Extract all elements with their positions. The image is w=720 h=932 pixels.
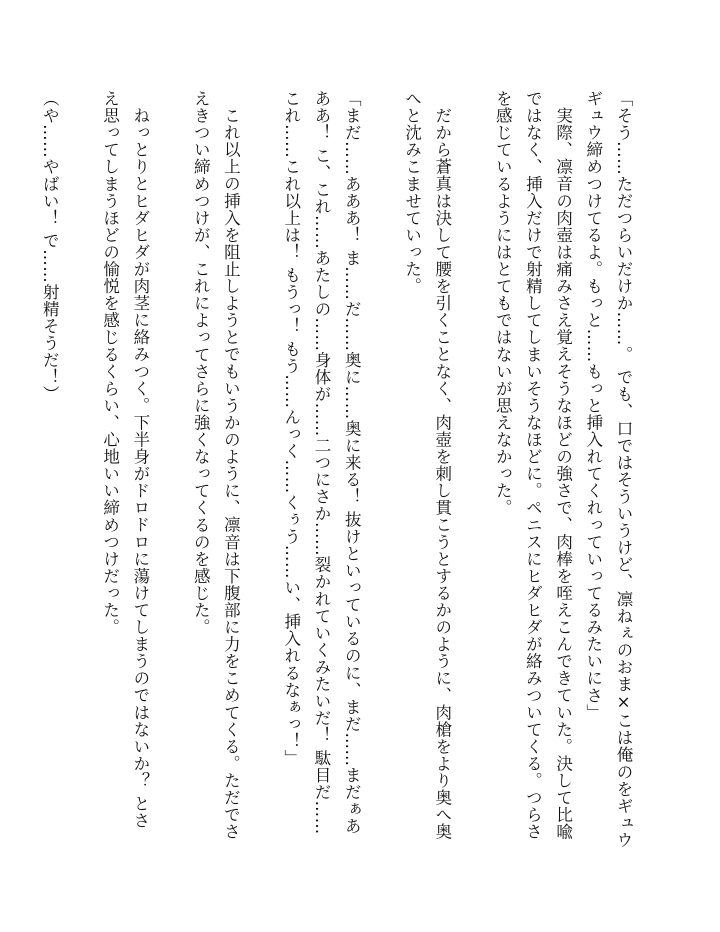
inner-thought-paragraph-7: （や……やばい！ で……射精そうだ！） <box>40 90 60 403</box>
paragraph-gap <box>366 90 396 870</box>
narration-paragraph-2: 実際、凛音の肉壺は痛みさえ覚えそうなほどの強さで、肉棒を咥えこんできていた。決して比喩 ではなく、挿入だけで射精してしまいそうなほどに。ペニスにヒダヒダが絡みついてくる。つらさ を感じているようにはとてもではないが思えなかった。 <box>493 90 573 841</box>
paragraph-gap <box>64 90 94 870</box>
narration-paragraph-6: ねっとりとヒダヒダが肉茎に絡みつく。下半身がドロドロに蕩けてしまうのではないか？ とさ え思ってしまうほどの愉悦を感じるくらい、心地いい締めつけだった。 <box>100 90 150 829</box>
paragraph-gap <box>245 90 275 870</box>
dialogue-paragraph-4: 「まだ……あああ！ ま……だ……奥に……奥に来る！ 抜けといっているのに、まだ……まだぁあ ああ！ こ、これ……あたしの……身体が……二つにさか……裂かれていくみたいだ！ 駄目だ…… これ……これ以上は！ もうっ！ もう……んっく……くぅう……い、挿入れるなぁっ！」 <box>281 90 362 835</box>
narration-paragraph-5: これ以上の挿入を阻止しようとでもいうかのように、凛音は下腹部に力をこめてくる。ただでさ えきつい締めつけが、これによってさらに強くなってくるのを感じた。 <box>191 90 241 840</box>
paragraph-gap <box>457 90 487 870</box>
vertical-text-body <box>40 90 638 870</box>
narration-paragraph-3: だから蒼真は決して腰を引くことなく、肉壺を刺し貫こうとするかのように、肉槍をより奥へ奥 へと沈みこませていった。 <box>402 90 452 840</box>
paragraph-gap <box>155 90 185 870</box>
dialogue-paragraph-1: 「そう……ただつらいだけか……。 でも、口ではそういうけど、凛ねぇのおま×こは俺のをギュウ ギュウ締めつけてるよ。もっと……もっと挿入れてくれっていってるみたいにさ」 <box>583 90 633 849</box>
